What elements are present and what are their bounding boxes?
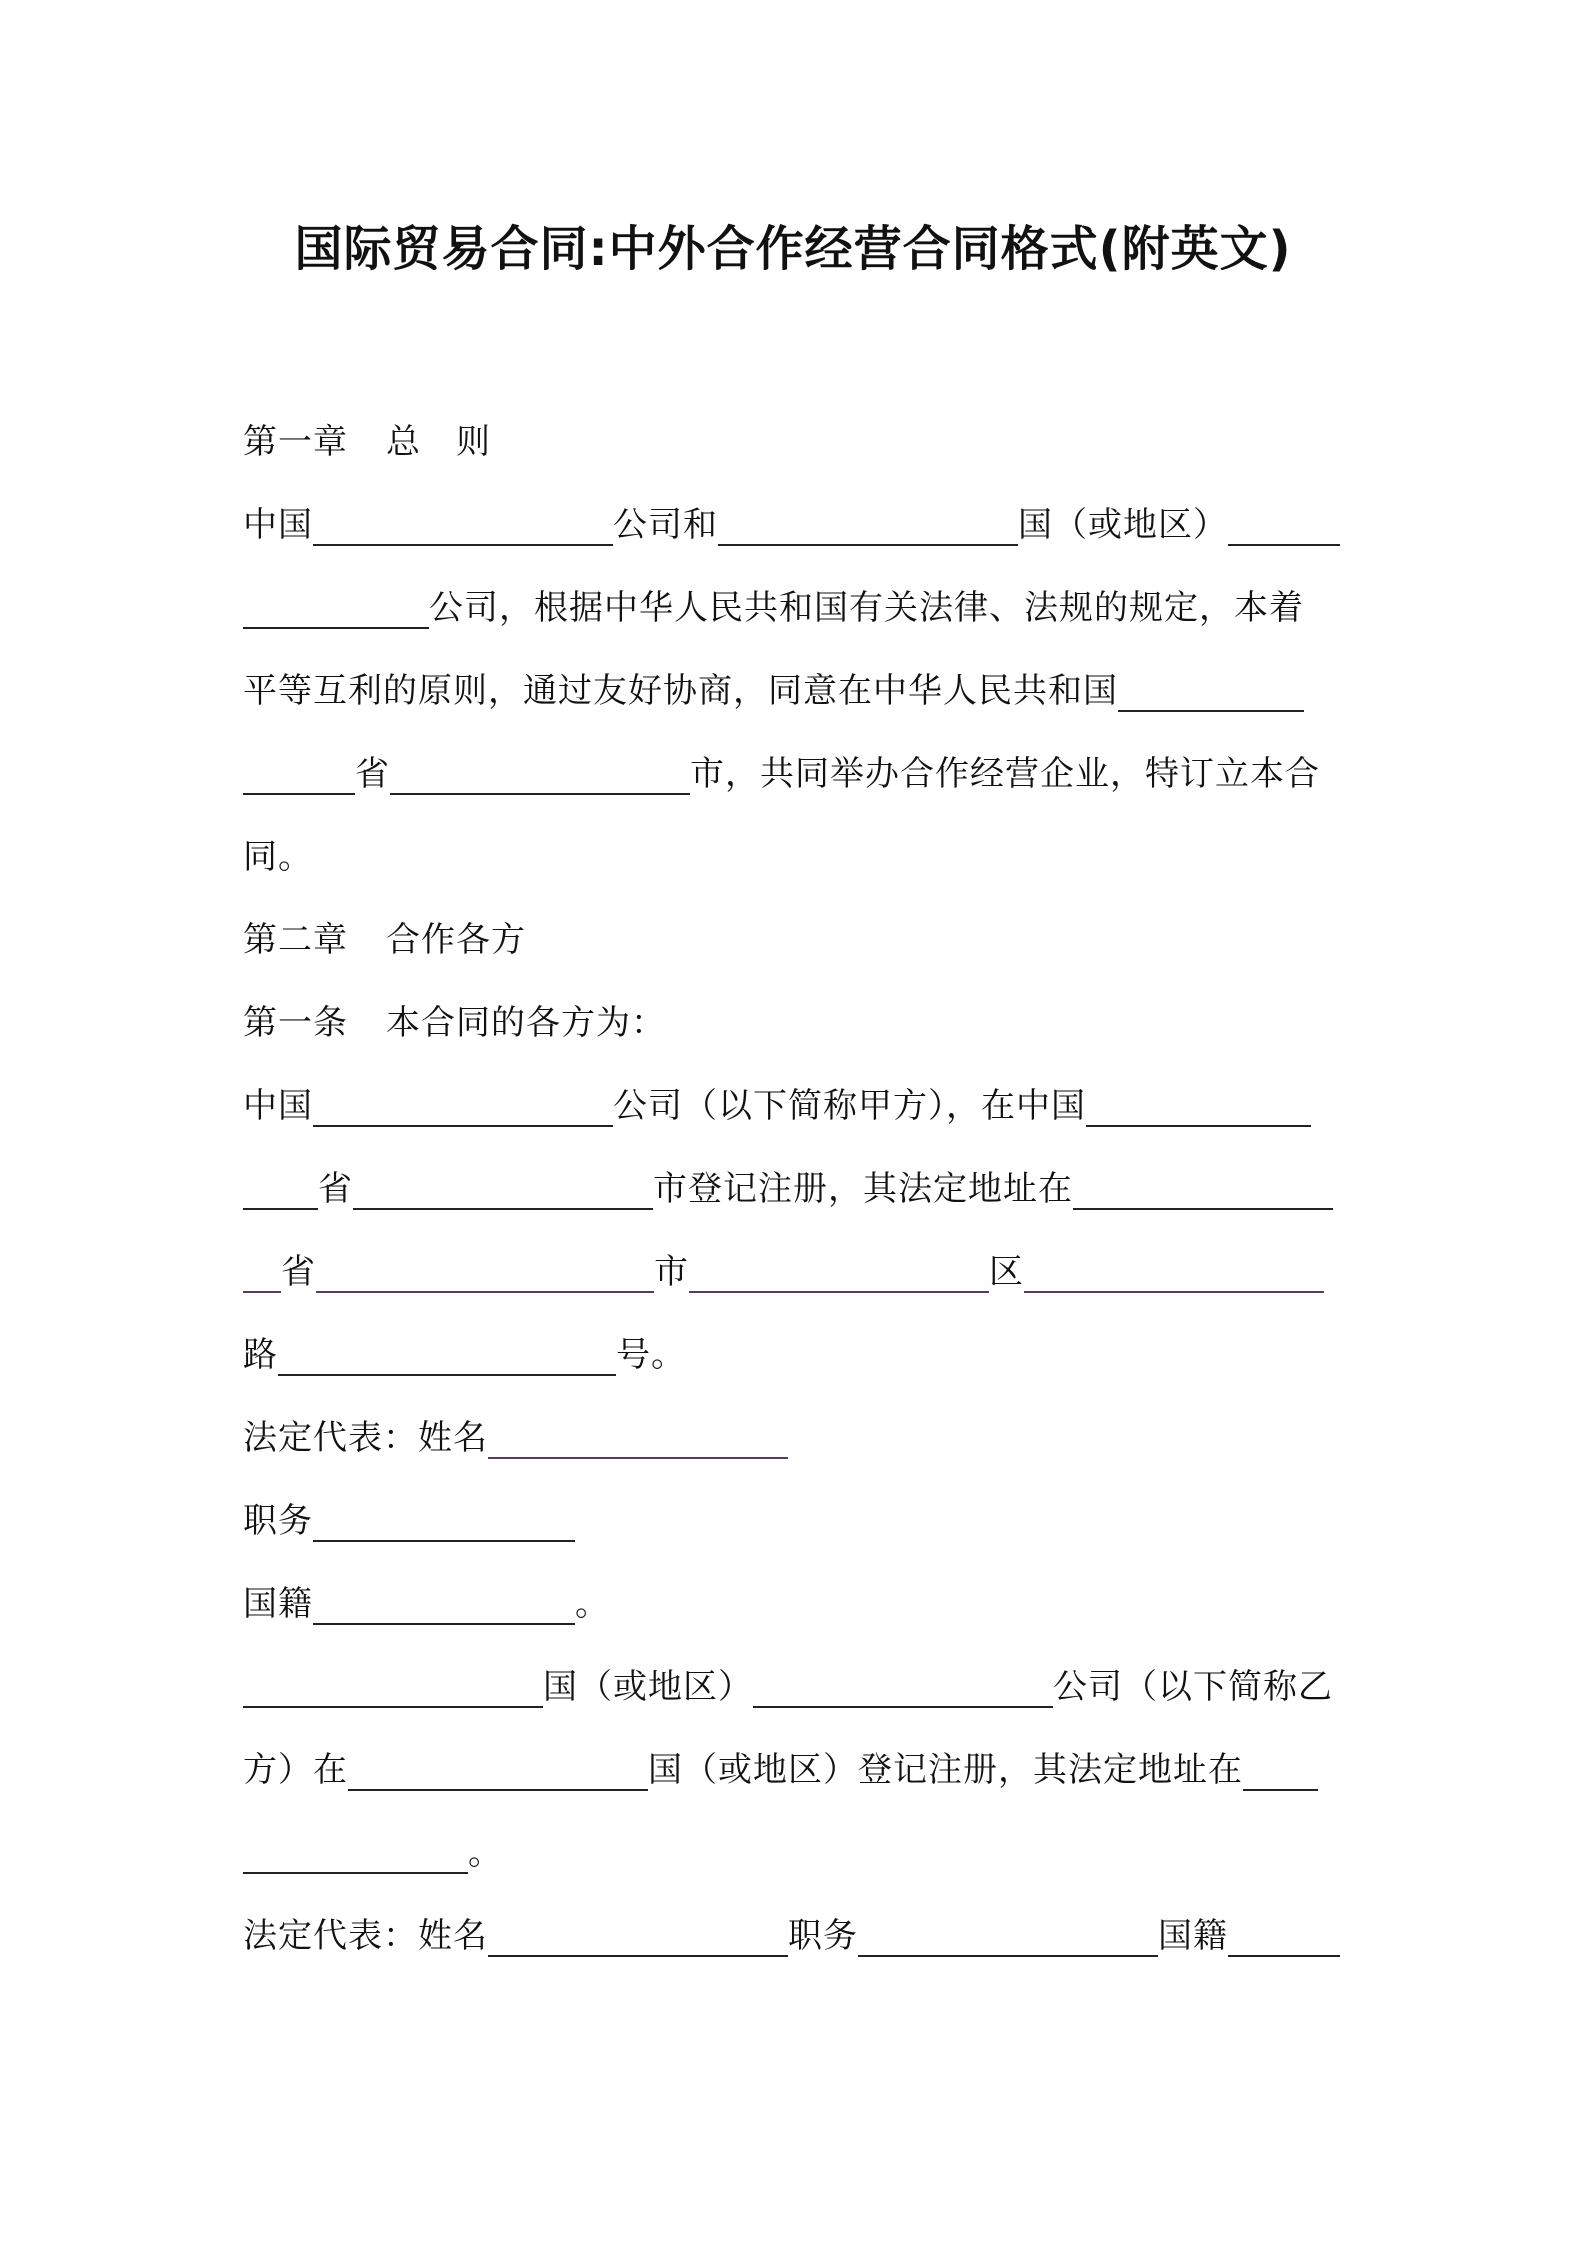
fill-blank [316,1291,654,1293]
fill-blank [313,1125,613,1127]
text: 国籍 [243,1584,313,1624]
fill-blank [313,1540,575,1542]
text: 方）在 [243,1750,348,1790]
fill-blank [278,1374,616,1376]
text: 省 [318,1169,353,1209]
chapter-2-label: 第二章 [243,920,348,960]
fill-blank [243,793,355,795]
text: 法定代表：姓名 [243,1418,488,1458]
fill-blank [1228,544,1340,546]
party-a-nationality [243,1574,610,1634]
chapter-1-name: 总 则 [386,422,491,462]
fill-blank [243,1706,543,1708]
fill-blank [243,1208,318,1210]
fill-blank [1243,1789,1318,1791]
article-1-text: 本合同的各方为： [386,1003,666,1043]
fill-blank [313,1623,575,1625]
fill-blank [753,1706,1053,1708]
party-b-line-2 [243,1740,1318,1800]
text: 职务 [243,1501,313,1541]
text: 公司（以下简称乙 [1053,1667,1333,1707]
paragraph-1-line-5 [243,827,313,887]
paragraph-1-line-1 [243,495,1340,555]
fill-blank [390,793,690,795]
fill-blank [1024,1291,1324,1293]
article-1-label: 第一条 [243,1003,348,1043]
fill-blank [348,1789,648,1791]
text: 号。 [616,1335,686,1375]
text: 市登记注册，其法定地址在 [653,1169,1073,1209]
text: 同。 [243,837,313,877]
fill-blank [488,1955,788,1957]
fill-blank [313,544,613,546]
paragraph-1-line-4 [243,744,1320,804]
text: 公司，根据中华人民共和国有关法律、法规的规定，本着 [429,588,1304,628]
text: 省 [355,754,390,794]
party-a-line-4 [243,1325,686,1385]
text: 路 [243,1335,278,1375]
text: 。 [468,1833,503,1873]
fill-blank [858,1955,1158,1957]
party-a-line-3 [243,1242,1324,1302]
party-a-line-1 [243,1076,1311,1136]
chapter-1-heading [243,412,491,472]
text: 市 [654,1252,689,1292]
text: 省 [281,1252,316,1292]
paragraph-1-line-2 [243,578,1304,638]
text: 职务 [788,1916,858,1956]
party-a-line-2 [243,1159,1333,1219]
party-b-line-1 [243,1657,1333,1717]
party-b-representative [243,1906,1340,1966]
paragraph-1-line-3 [243,661,1304,721]
party-a-representative [243,1408,788,1468]
article-1-heading [243,993,666,1053]
fill-blank [689,1291,989,1293]
text: 中国 [243,505,313,545]
text: 平等互利的原则，通过友好协商，同意在中华人民共和国 [243,671,1118,711]
text: 市，共同举办合作经营企业，特订立本合 [690,754,1320,794]
chapter-2-name: 合作各方 [386,920,526,960]
party-a-position [243,1491,575,1551]
document-title: 国际贸易合同:中外合作经营合同格式(附英文) [294,221,1292,277]
fill-blank [243,1872,468,1874]
text: 区 [989,1252,1024,1292]
fill-blank [1073,1208,1333,1210]
text: 公司和 [613,505,718,545]
text: 国（或地区） [1018,505,1228,545]
text: 公司（以下简称甲方），在中国 [613,1086,1086,1126]
text: 。 [575,1584,610,1624]
fill-blank [718,544,1018,546]
chapter-1-label: 第一章 [243,422,348,462]
fill-blank [353,1208,653,1210]
text: 国（或地区）登记注册，其法定地址在 [648,1750,1243,1790]
chapter-2-heading [243,910,526,970]
text: 国（或地区） [543,1667,753,1707]
fill-blank [488,1457,788,1459]
fill-blank [1086,1125,1311,1127]
fill-blank [243,627,429,629]
fill-blank [1228,1955,1340,1957]
text: 中国 [243,1086,313,1126]
party-b-line-3 [243,1823,503,1883]
text: 法定代表：姓名 [243,1916,488,1956]
fill-blank [243,1291,281,1293]
text: 国籍 [1158,1916,1228,1956]
fill-blank [1118,710,1304,712]
